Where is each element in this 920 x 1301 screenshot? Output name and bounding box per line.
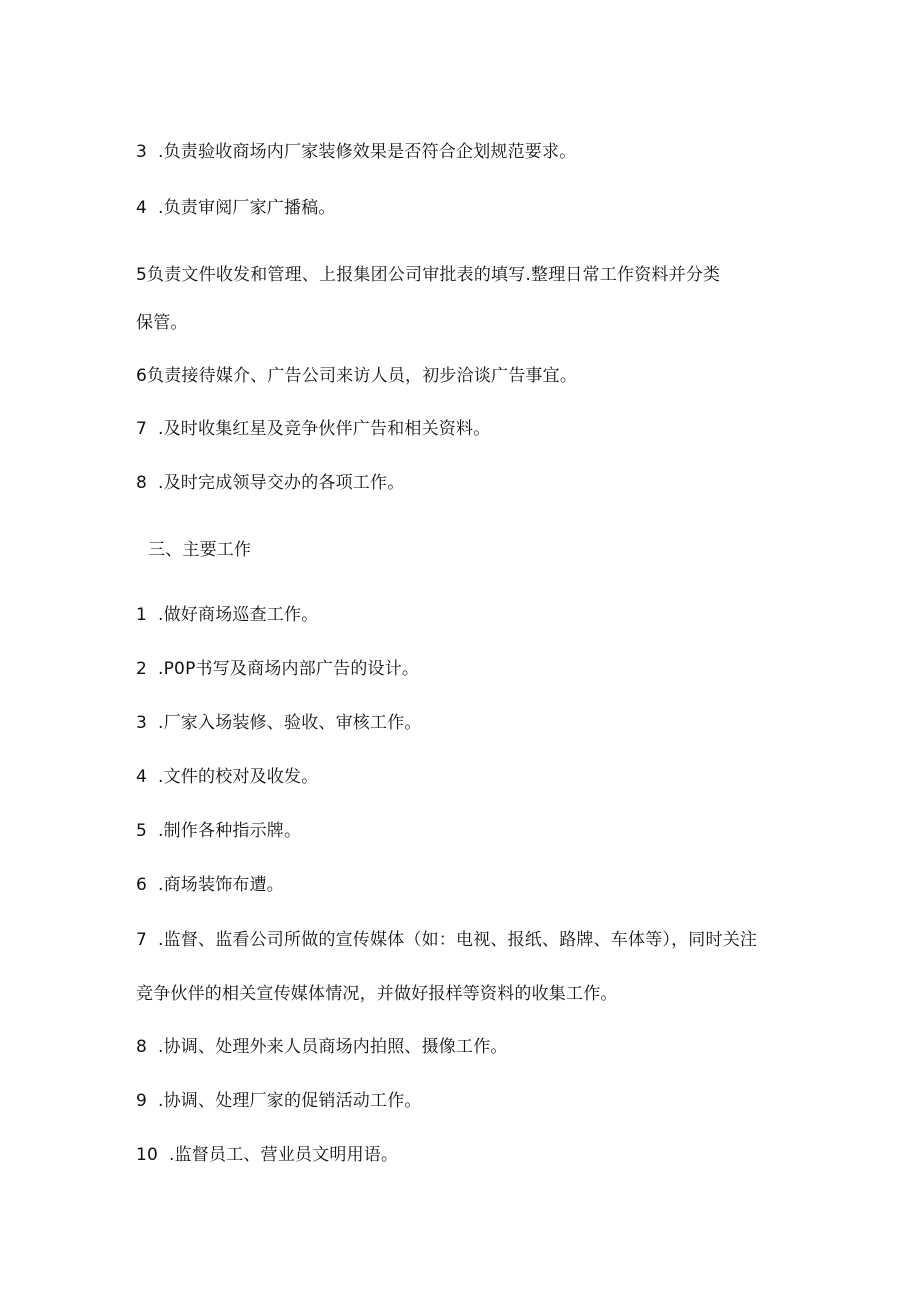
work-item-1: [136, 604, 318, 626]
work-item-3: [136, 712, 422, 734]
work-item-8: [136, 1036, 508, 1058]
item-text: .厂家入场装修、验收、审核工作。: [158, 713, 422, 733]
item-number: 5: [136, 821, 148, 841]
duty-item-7: [136, 418, 490, 440]
work-item-6: [136, 874, 284, 896]
item-text: .监督员工、营业员文明用语。: [169, 1145, 399, 1165]
work-item-7-line-1: [136, 929, 757, 951]
item-text: .负责验收商场内厂家装修效果是否符合企划规范要求。: [158, 142, 577, 162]
work-item-9: [136, 1090, 422, 1112]
item-number: 2: [136, 659, 148, 679]
work-item-2: [136, 658, 419, 680]
item-number: 4: [136, 198, 148, 218]
work-item-4: [136, 766, 318, 788]
item-text: .负责审阅厂家广播稿。: [158, 198, 336, 218]
item-text: .制作各种指示牌。: [158, 821, 302, 841]
duty-item-4: [136, 197, 336, 219]
item-number: 8: [136, 473, 148, 493]
duty-item-3: [136, 141, 576, 163]
work-item-10: [136, 1144, 398, 1166]
item-number: 7: [136, 419, 148, 439]
item-number: 9: [136, 1091, 148, 1111]
item-number: 1: [136, 605, 148, 625]
work-item-7-line-2: 竞争伙伴的相关宣传媒体情况，并做好报样等资料的收集工作。: [136, 984, 618, 1004]
item-text: .做好商场巡查工作。: [158, 605, 319, 625]
item-text: .监督、监看公司所做的宣传媒体（如：电视、报纸、路牌、车体等），同时关注: [158, 930, 758, 950]
item-text: .P0P书写及商场内部广告的设计。: [158, 659, 420, 679]
item-text: .商场装饰布遭。: [158, 875, 285, 895]
item-number: 8: [136, 1037, 148, 1057]
item-number: 3: [136, 713, 148, 733]
duty-item-6: 6负责接待媒介、广告公司来访人员，初步洽谈广告事宜。: [136, 366, 578, 386]
duty-item-5-line-2: 保管。: [136, 313, 188, 333]
item-number: 7: [136, 930, 148, 950]
duty-item-5-line-1: 5负责文件收发和管理、上报集团公司审批表的填写.整理日常工作资料并分类: [136, 265, 721, 285]
item-text: .文件的校对及收发。: [158, 767, 319, 787]
item-number: 3: [136, 142, 148, 162]
duty-item-8: [136, 472, 404, 494]
item-text: .及时收集红星及竞争伙伴广告和相关资料。: [158, 419, 491, 439]
item-number: 6: [136, 875, 148, 895]
item-text: .及时完成领导交办的各项工作。: [158, 473, 405, 493]
item-number: 10: [136, 1145, 159, 1165]
item-text: .协调、处理厂家的促销活动工作。: [158, 1091, 422, 1111]
item-text: .协调、处理外来人员商场内拍照、摄像工作。: [158, 1037, 508, 1057]
item-number: 4: [136, 767, 148, 787]
section-heading: 三、主要工作: [148, 540, 252, 560]
work-item-5: [136, 820, 301, 842]
